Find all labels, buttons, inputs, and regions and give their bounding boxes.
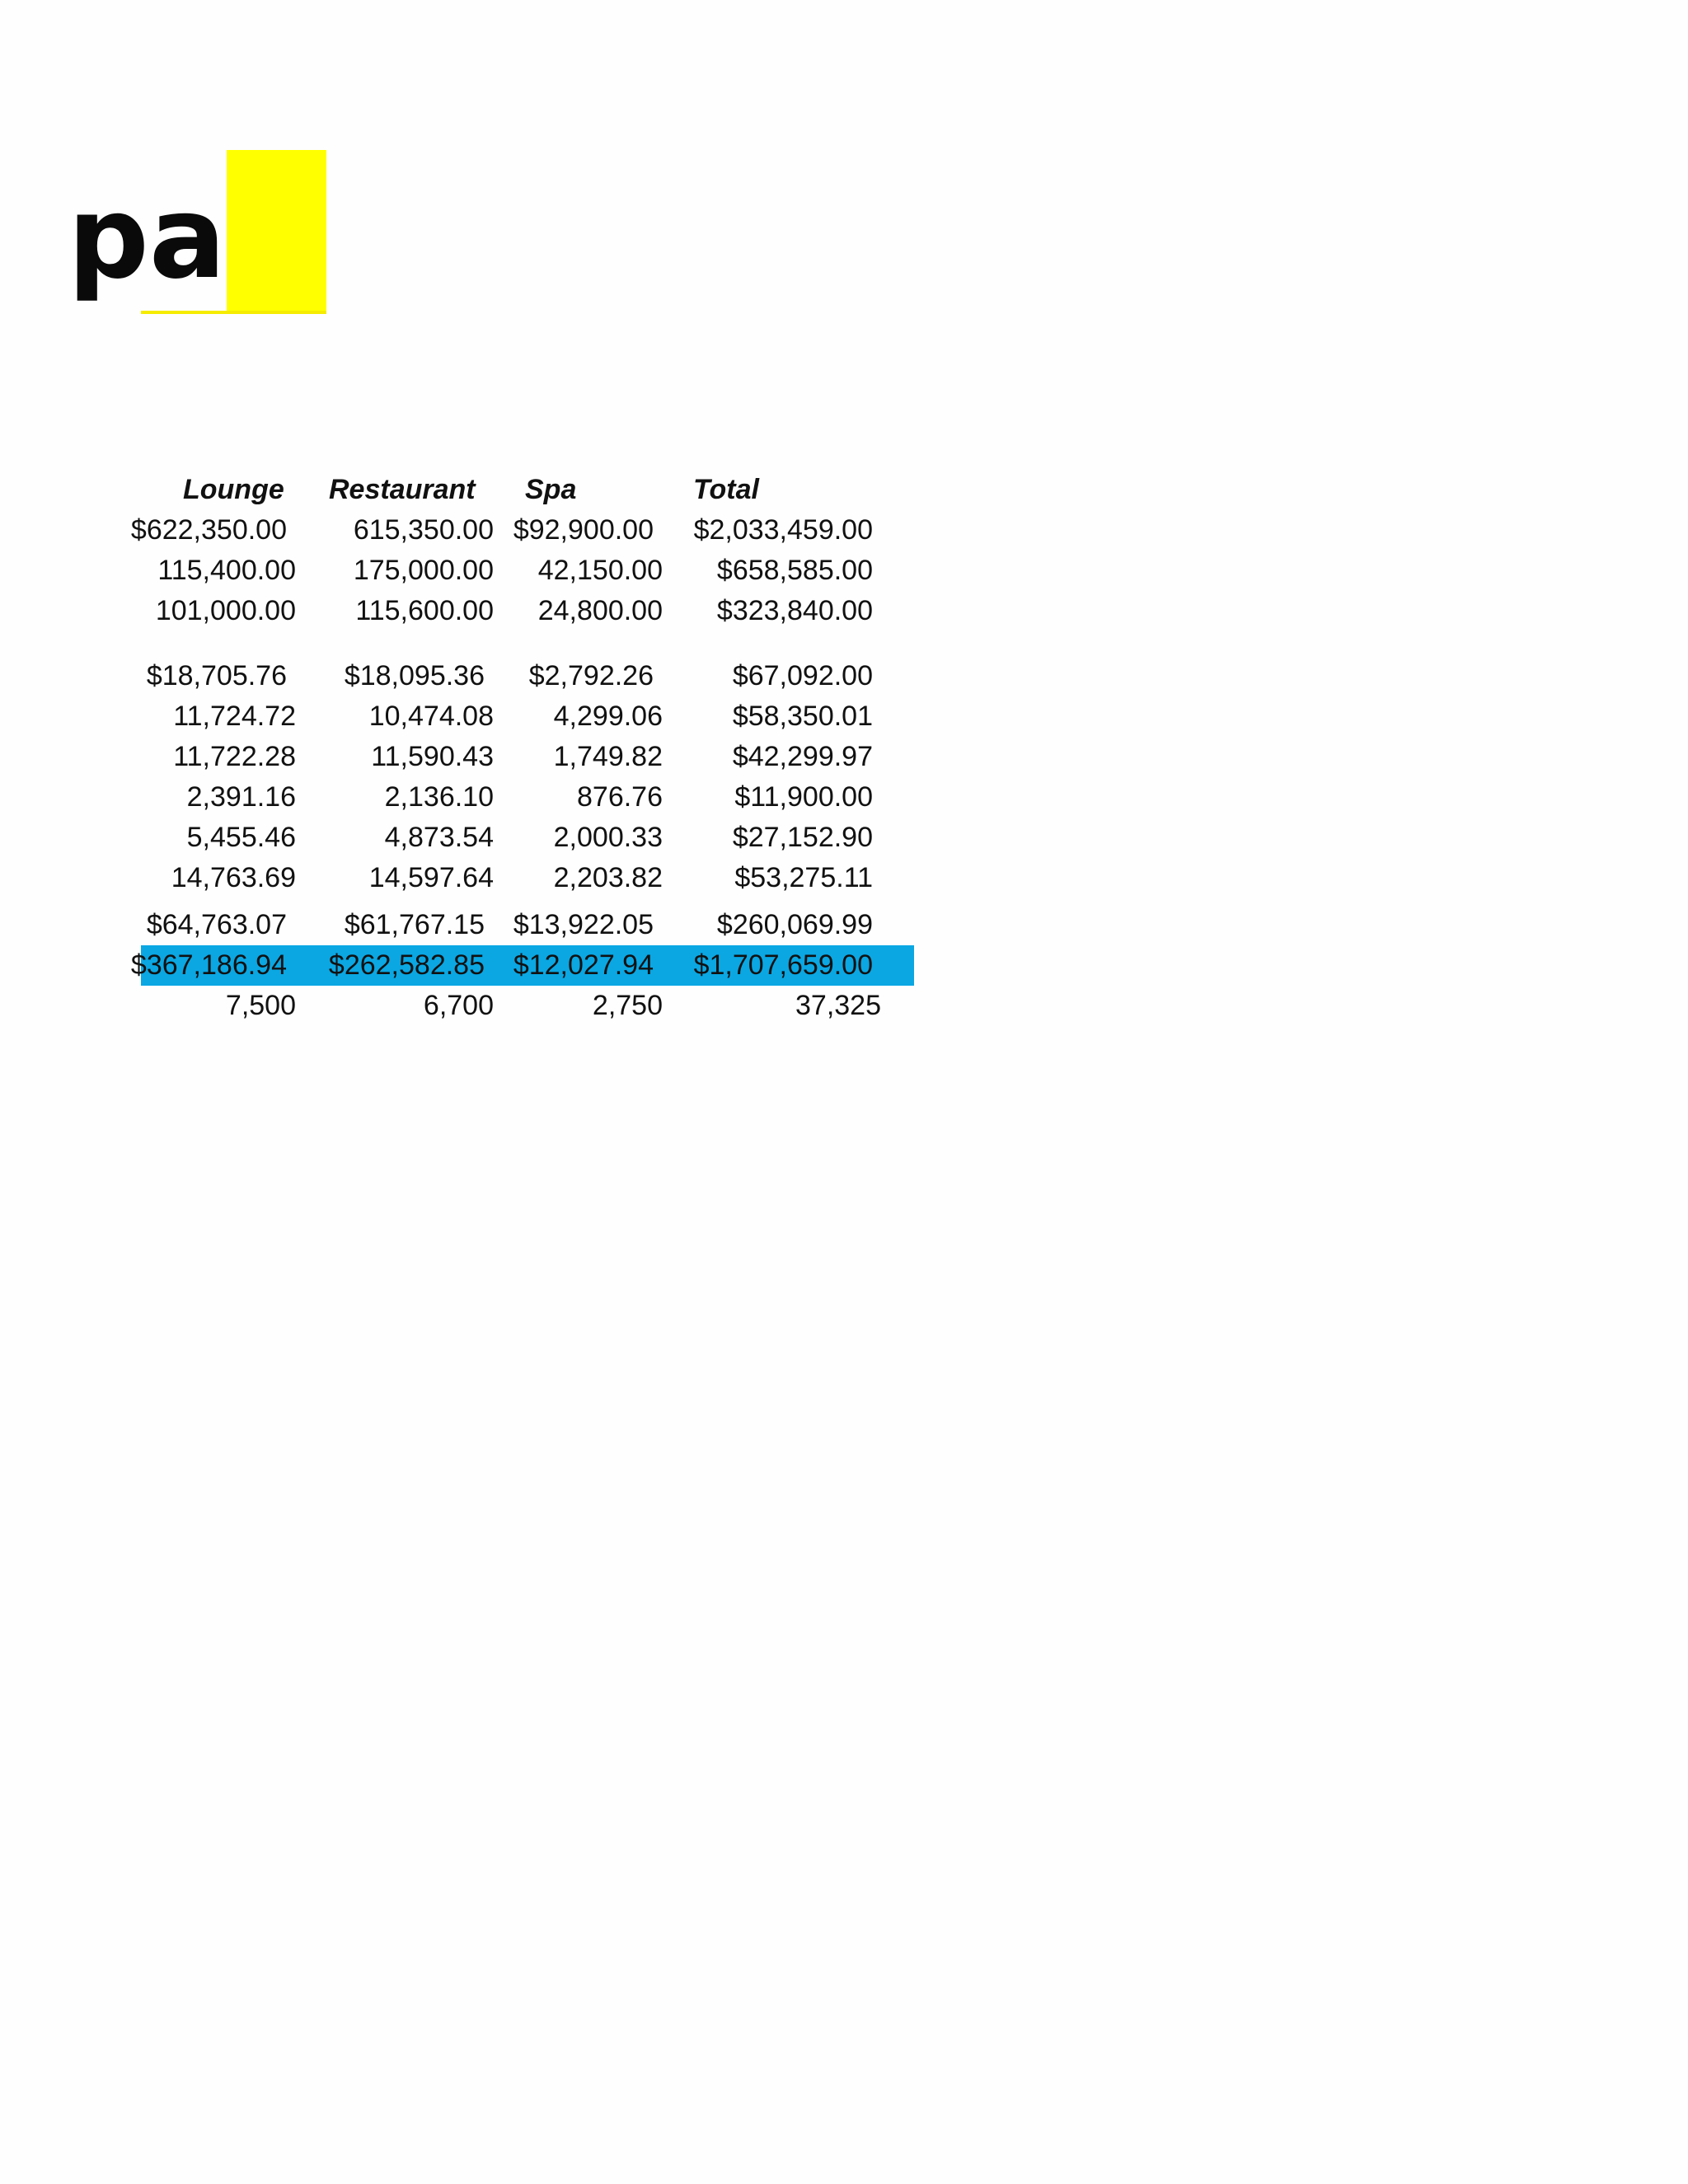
cell-lounge: 11,722.28	[173, 741, 296, 772]
cell-lounge: 11,724.72	[173, 701, 296, 732]
table-row	[141, 591, 914, 631]
cell-total: $11,900.00	[734, 781, 873, 813]
cell-restaurant: 2,136.10	[384, 781, 494, 813]
table-row	[141, 858, 914, 898]
cell-spa: $13,922.05	[513, 909, 654, 940]
cell-lounge: $367,186.94	[130, 949, 287, 981]
cell-restaurant: $61,767.15	[344, 909, 485, 940]
cell-total: $67,092.00	[732, 660, 873, 691]
cell-total: 37,325	[795, 990, 881, 1021]
cell-total: $53,275.11	[734, 862, 873, 893]
cell-restaurant: 115,600.00	[355, 595, 494, 626]
cell-lounge: $18,705.76	[146, 660, 287, 691]
cell-spa: 2,750	[592, 990, 663, 1021]
page-title: pa	[68, 171, 226, 304]
cell-restaurant: $262,582.85	[328, 949, 485, 981]
cell-total: $27,152.90	[732, 822, 873, 853]
table-row	[141, 551, 914, 591]
spreadsheet	[130, 470, 914, 1026]
cell-total: $323,840.00	[716, 595, 873, 626]
cell-spa: 876.76	[577, 781, 663, 813]
cell-restaurant: 4,873.54	[384, 822, 494, 853]
cell-spa: 2,000.33	[553, 822, 663, 853]
net-row	[130, 945, 914, 986]
cell-total: $2,033,459.00	[693, 514, 873, 546]
cell-lounge: 5,455.46	[186, 822, 296, 853]
cell-spa: $92,900.00	[513, 514, 654, 546]
cell-restaurant: 615,350.00	[353, 514, 494, 546]
cell-lounge: 115,400.00	[157, 555, 296, 586]
header-total: Total	[693, 474, 759, 505]
cell-total: $658,585.00	[716, 555, 873, 586]
title-clip	[68, 150, 226, 314]
cell-spa: 42,150.00	[537, 555, 663, 586]
cell-lounge: 2,391.16	[186, 781, 296, 813]
cell-spa: 1,749.82	[553, 741, 663, 772]
cell-spa: 2,203.82	[553, 862, 663, 893]
cell-spa: $12,027.94	[513, 949, 654, 981]
subtotal-row	[141, 905, 914, 945]
cell-restaurant: 6,700	[423, 990, 494, 1021]
cell-lounge: $64,763.07	[146, 909, 287, 940]
cell-total: $42,299.97	[732, 741, 873, 772]
cell-restaurant: 10,474.08	[368, 701, 494, 732]
cell-lounge: 7,500	[225, 990, 296, 1021]
header-lounge: Lounge	[183, 474, 284, 505]
cell-spa: 24,800.00	[537, 595, 663, 626]
cell-total: $1,707,659.00	[693, 949, 873, 981]
header-spa: Spa	[525, 474, 577, 505]
table-row	[141, 696, 914, 737]
cell-restaurant: 175,000.00	[353, 555, 494, 586]
table-row	[141, 818, 914, 858]
cell-restaurant: 14,597.64	[368, 862, 494, 893]
title-underline	[141, 311, 326, 314]
cell-spa: $2,792.26	[528, 660, 654, 691]
cell-restaurant: 11,590.43	[371, 741, 494, 772]
header-row	[141, 470, 914, 510]
table-row	[141, 737, 914, 777]
cell-total: $58,350.01	[732, 701, 873, 732]
cell-total: $260,069.99	[716, 909, 873, 940]
cell-restaurant: $18,095.36	[344, 660, 485, 691]
counts-row	[141, 986, 914, 1026]
title-banner	[68, 150, 326, 314]
table-row	[130, 510, 914, 551]
header-restaurant: Restaurant	[329, 474, 476, 505]
cell-lounge: 14,763.69	[171, 862, 296, 893]
cell-lounge: $622,350.00	[130, 514, 287, 546]
cell-lounge: 101,000.00	[155, 595, 296, 626]
table-row	[141, 656, 914, 696]
cell-spa: 4,299.06	[553, 701, 663, 732]
table-row	[141, 777, 914, 818]
title-yellow-block	[227, 150, 326, 314]
